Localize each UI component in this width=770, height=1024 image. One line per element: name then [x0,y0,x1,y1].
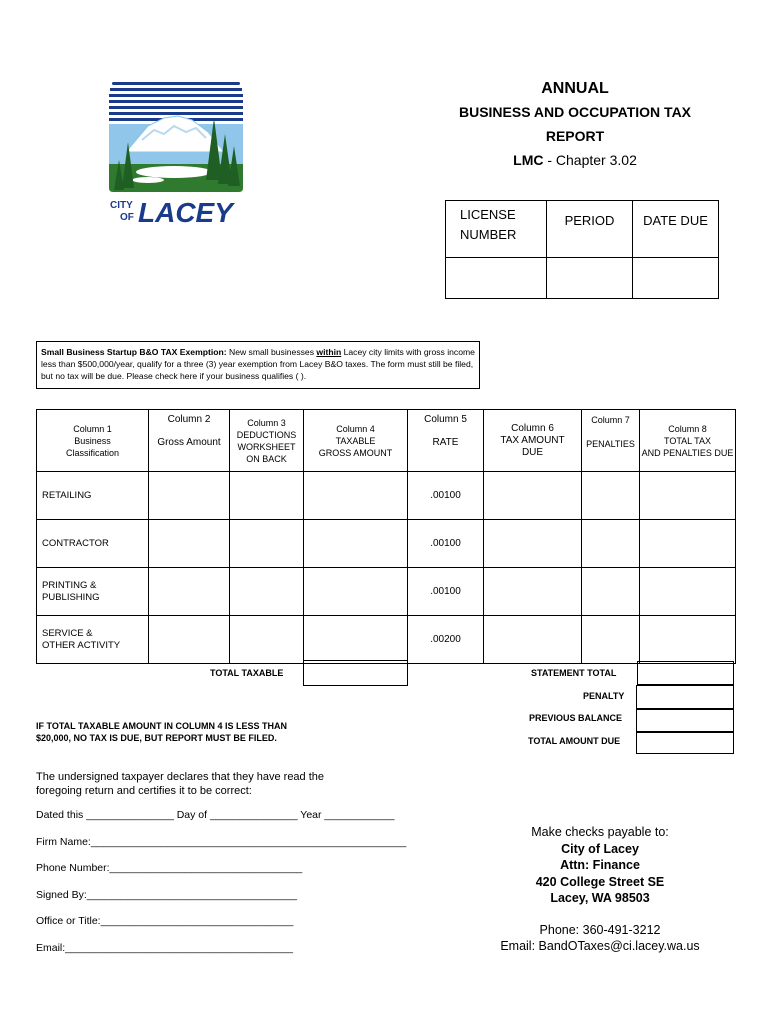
previous-balance-label: PREVIOUS BALANCE [529,713,623,723]
dated-this-line[interactable]: Dated this _______________ Day of _______________ Year ____________ [36,809,395,821]
payee-street: 420 College Street SE [535,874,665,889]
col7-header: Column 7 PENALTIES [582,410,640,472]
payable-intro: Make checks payable to: [531,825,669,839]
tax-amount-input[interactable] [484,568,582,616]
date-due-field[interactable] [633,258,719,299]
penalty-field[interactable] [636,685,734,709]
gross-amount-input[interactable] [149,472,230,520]
period-field[interactable] [547,258,633,299]
col2-header: Column 2 Gross Amount [149,410,230,472]
no-tax-notice: IF TOTAL TAXABLE AMOUNT IN COLUMN 4 IS LESS THAN $20,000, NO TAX IS DUE, BUT REPORT MUST BE FILED. [36,721,287,743]
total-amount-due-field[interactable] [636,732,734,754]
license-table [445,200,719,299]
logo-emblem [108,80,244,226]
taxable-gross-input[interactable] [304,568,408,616]
date-due-header: DATE DUE [633,201,719,258]
deductions-input[interactable] [230,616,304,664]
total-taxable-label: TOTAL TAXABLE [210,668,284,678]
declaration-text: The undersigned taxpayer declares that they have read the foregoing return and certifies it to be correct: [36,771,325,797]
penalty-label: PENALTY [583,691,625,701]
col5-header: Column 5 RATE [408,410,484,472]
total-taxable-field[interactable] [303,660,408,686]
table-row [37,520,736,568]
total-tax-input[interactable] [640,568,736,616]
email-line[interactable]: Email:_______________________________________ [36,942,293,954]
classification-cell: CONTRACTOR [37,520,149,568]
deductions-input[interactable] [230,568,304,616]
total-tax-input[interactable] [640,472,736,520]
firm-name-line[interactable]: Firm Name:______________________________________________________ [36,836,407,848]
col3-header: Column 3 DEDUCTIONS WORKSHEET ON BACK [230,410,304,472]
title-chapter: LMC - Chapter 3.02 [513,152,637,168]
report-title [430,78,720,172]
tax-amount-input[interactable] [484,520,582,568]
logo-wordmark [110,197,235,226]
penalties-input[interactable] [582,616,640,664]
column-header-row [37,410,736,472]
classification-cell: RETAILING [37,472,149,520]
title-annual: ANNUAL [541,80,609,97]
rate-cell: .00100 [408,520,484,568]
statement-total-label: STATEMENT TOTAL [531,668,617,678]
rate-cell: .00100 [408,472,484,520]
table-row [37,568,736,616]
total-tax-input[interactable] [640,520,736,568]
payee-name: City of Lacey [561,841,639,856]
payee-phone: Phone: 360-491-3212 [539,922,661,937]
title-report: REPORT [545,128,605,144]
payee-attn: Attn: Finance [560,858,640,872]
col4-header: Column 4 TAXABLE GROSS AMOUNT [304,410,408,472]
tax-calculation-table [36,409,736,664]
table-row [37,472,736,520]
previous-balance-field[interactable] [636,709,734,732]
payee-email: Email: BandOTaxes@ci.lacey.wa.us [500,939,700,953]
tax-amount-input[interactable] [484,616,582,664]
classification-cell: SERVICE & OTHER ACTIVITY [37,616,149,664]
license-number-field[interactable] [446,258,547,299]
period-header: PERIOD [547,201,633,258]
gross-amount-input[interactable] [149,520,230,568]
classification-cell: PRINTING & PUBLISHING [37,568,149,616]
startup-exemption-notice: Small Business Startup B&O TAX Exemption: New small businesses within Lacey city limits with gross income less than $500,000/year, qualify for a three (3) year exemption from Lacey B&O taxes. The form must still be filed, but no tax will be due. Please check here if your business qualifies ( ). [36,341,480,389]
taxable-gross-input[interactable] [304,616,408,664]
svg-text:LACEY: LACEY [138,197,233,226]
payment-instructions [480,824,720,955]
rate-cell: .00100 [408,568,484,616]
rate-cell: .00200 [408,616,484,664]
col8-header: Column 8 TOTAL TAX AND PENALTIES DUE [640,410,736,472]
penalties-input[interactable] [582,568,640,616]
phone-number-line[interactable]: Phone Number:_________________________________ [36,862,303,874]
title-bo-tax: BUSINESS AND OCCUPATION TAX [458,104,692,120]
col1-header: Column 1 Business Classification [37,410,149,472]
svg-text:CITY: CITY [110,200,133,211]
gross-amount-input[interactable] [149,568,230,616]
deductions-input[interactable] [230,472,304,520]
taxable-gross-input[interactable] [304,472,408,520]
city-of-lacey-logo [108,80,244,226]
taxable-gross-input[interactable] [304,520,408,568]
deductions-input[interactable] [230,520,304,568]
svg-text:OF: OF [120,212,134,223]
table-row [37,616,736,664]
total-tax-input[interactable] [640,616,736,664]
tax-amount-input[interactable] [484,472,582,520]
signed-by-line[interactable]: Signed By:____________________________________ [36,889,298,901]
office-title-line[interactable]: Office or Title:_________________________________ [36,915,294,927]
license-number-header: LICENSE NUMBER [446,201,547,258]
gross-amount-input[interactable] [149,616,230,664]
penalties-input[interactable] [582,472,640,520]
penalties-input[interactable] [582,520,640,568]
total-amount-due-label: TOTAL AMOUNT DUE [528,736,621,746]
statement-total-field[interactable] [637,661,734,685]
payee-city-state: Lacey, WA 98503 [550,891,650,905]
col6-header: Column 6 TAX AMOUNT DUE [484,410,582,472]
